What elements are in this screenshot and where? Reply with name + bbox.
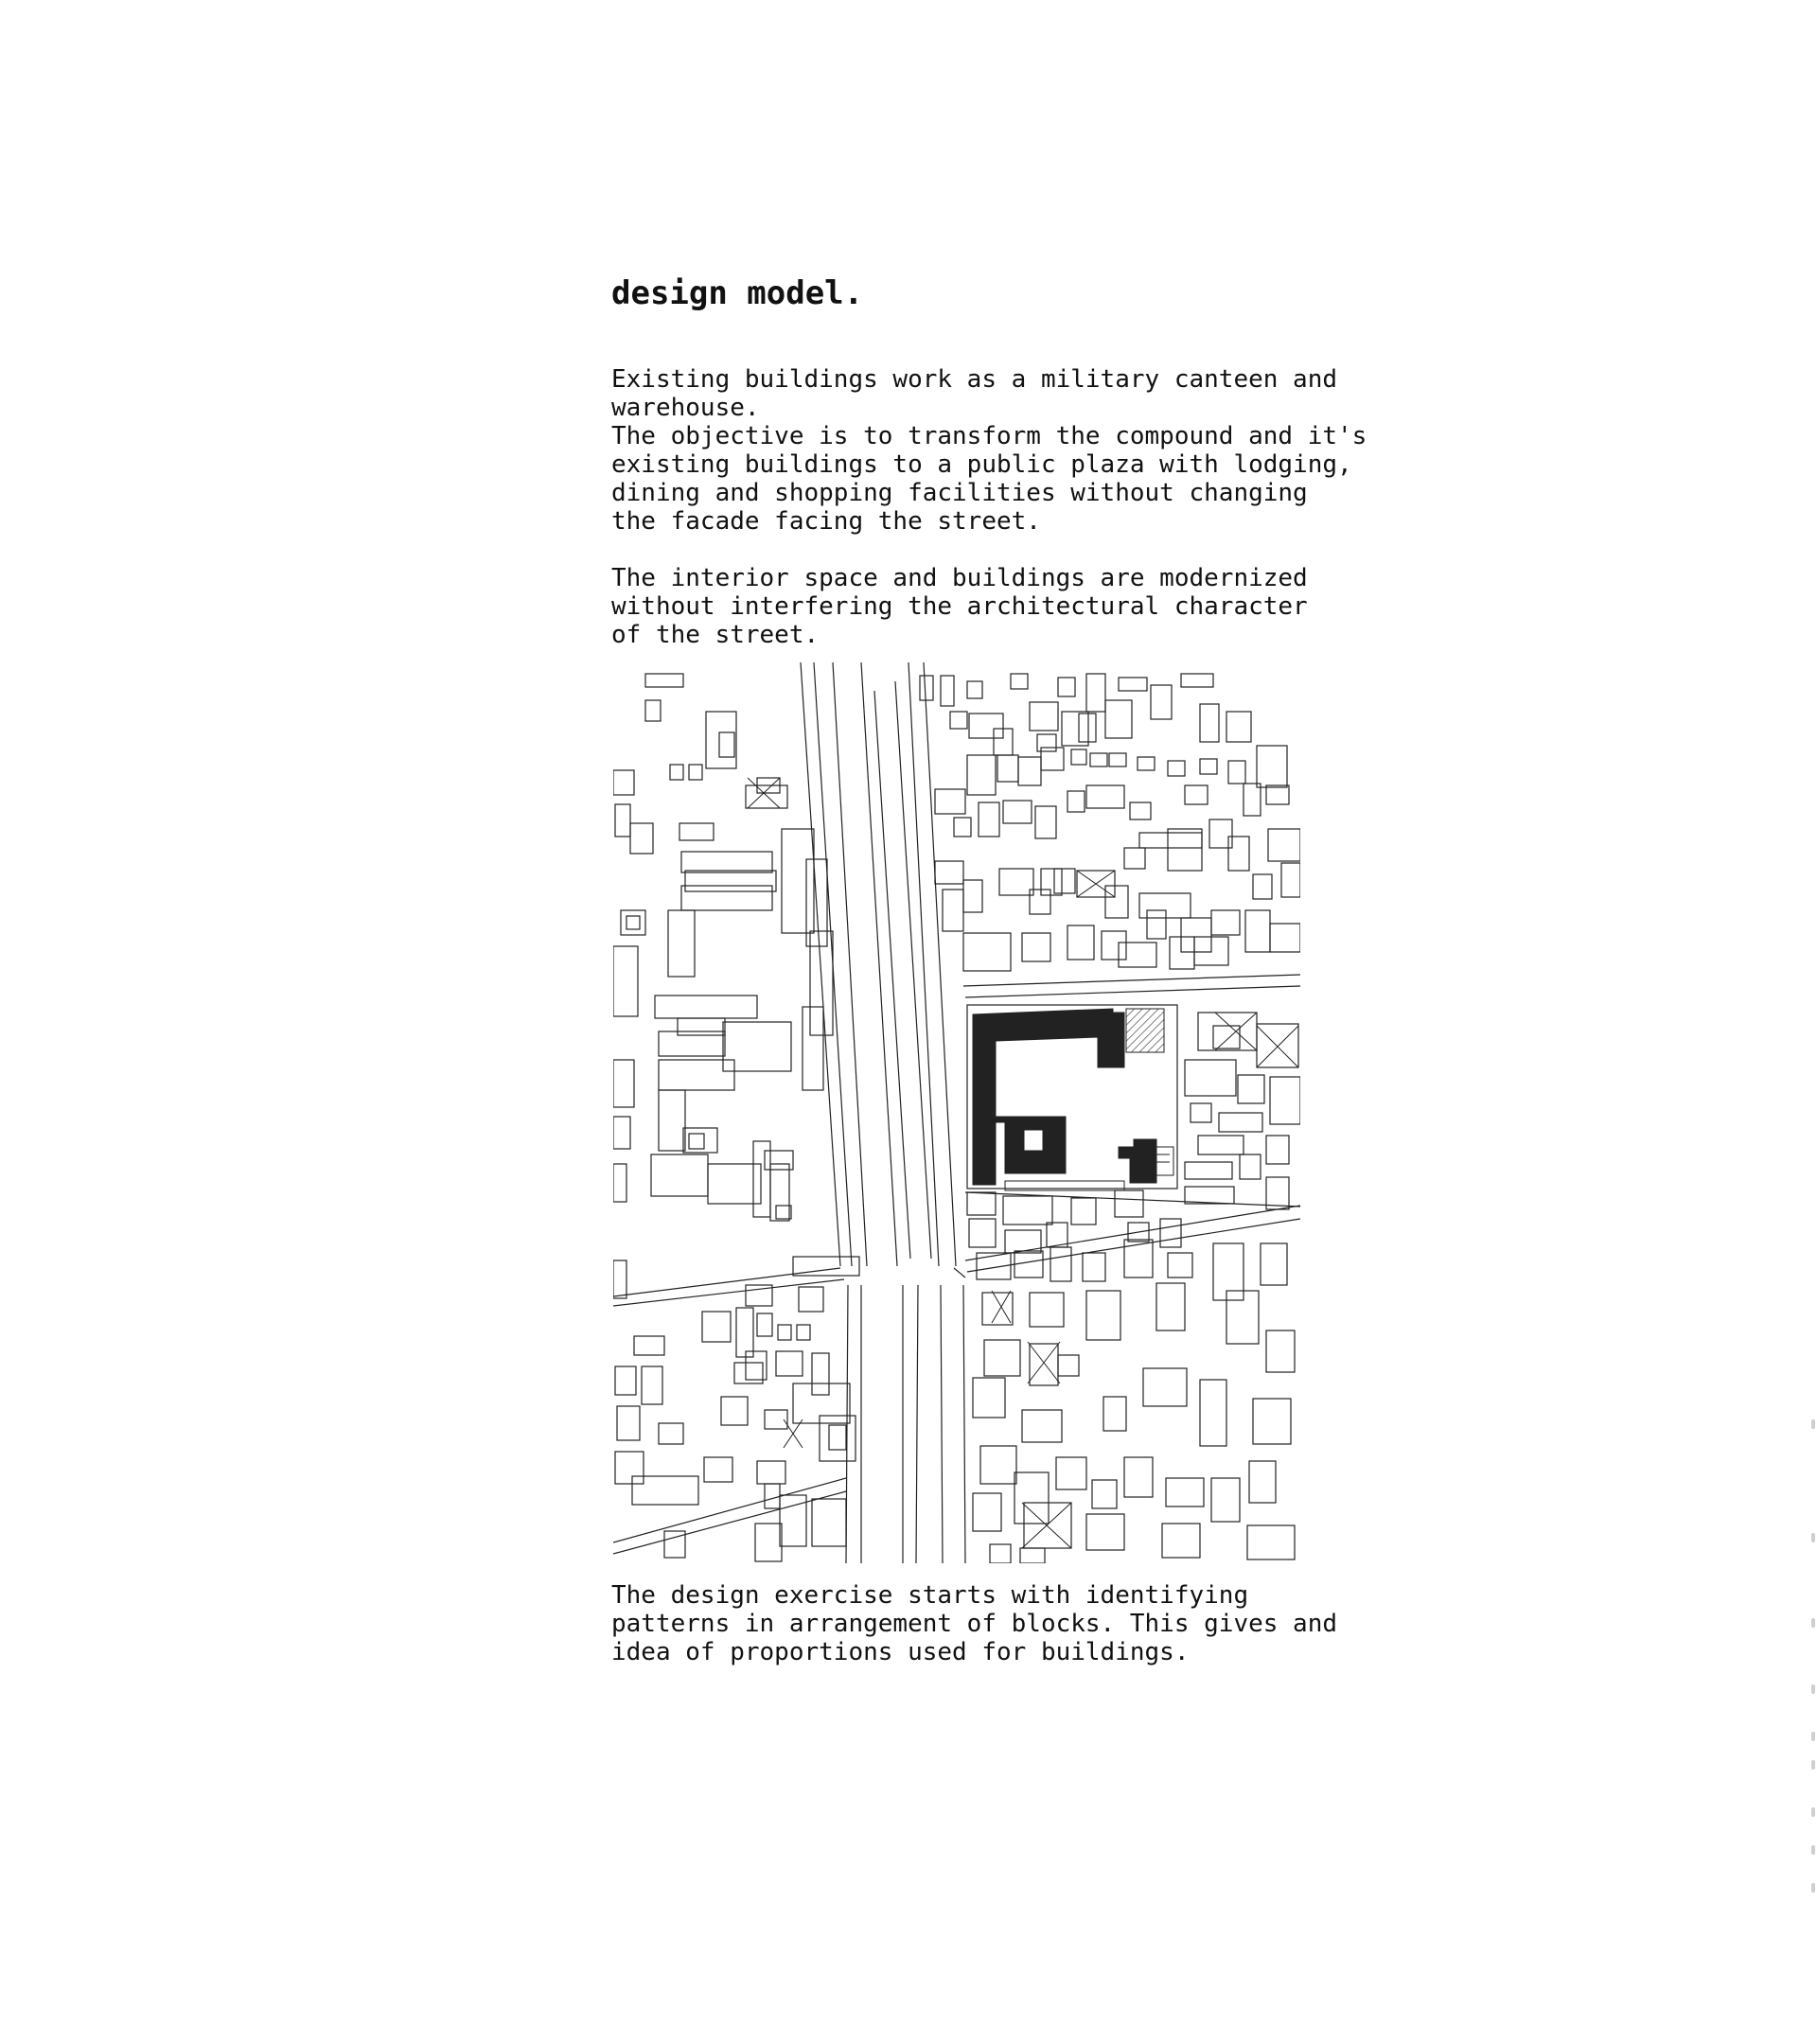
edge-mark xyxy=(1811,1533,1815,1542)
edge-mark xyxy=(1811,1419,1815,1429)
cross-streets xyxy=(613,975,1300,1554)
edge-mark xyxy=(1811,1684,1815,1694)
edge-mark xyxy=(1811,1807,1815,1817)
main-road-south xyxy=(846,1285,965,1563)
edge-mark xyxy=(1811,1732,1815,1741)
edge-mark xyxy=(1811,1883,1815,1893)
caption-text: The design exercise starts with identifying patterns in arrangement of blocks. This gives and idea of proportions used for buildings. xyxy=(611,1581,1338,1666)
edge-mark xyxy=(1811,1845,1815,1855)
edge-mark xyxy=(1811,1618,1815,1628)
main-road-north xyxy=(801,662,956,1266)
page-title: design model. xyxy=(611,274,864,312)
intro-text: Existing buildings work as a military canteen and warehouse. The objective is to transform the compound and it's existing buildings to a public plaza with lodging, dining and shopping facilities without changing the facade facing the street. The interior space and buildings are modernized without interfering the architectural character of the street. xyxy=(611,365,1367,649)
site-plan-map xyxy=(613,662,1300,1563)
compound-hatched-area xyxy=(1126,1009,1164,1052)
edge-mark xyxy=(1811,1760,1815,1770)
